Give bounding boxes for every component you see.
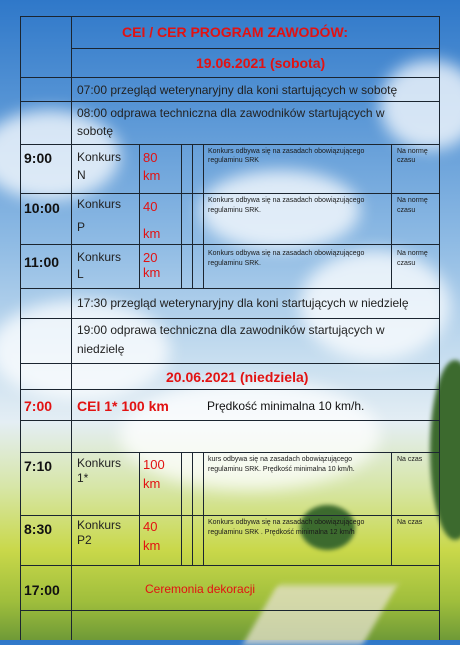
row-rules-line2: regulaminu SRK. Prędkość minimalna 10 km/h. <box>208 466 355 473</box>
row-rules-line2: regulaminu SRK. <box>208 260 261 267</box>
row-class-line1: Konkurs <box>77 518 122 532</box>
row-norm-line1: Na normę <box>397 250 428 257</box>
row-rules-line2: regulaminu SRK. <box>208 207 261 214</box>
row-rules-line2: regulaminu SRK <box>208 157 259 164</box>
row-distance-line1: 40 <box>143 199 158 214</box>
row-time: 9:00 <box>24 150 53 166</box>
row-distance-line2: km <box>143 265 161 280</box>
row-rules-line1: Konkurs odbywa się na zasadach obowiązującego <box>208 519 365 526</box>
row-norm-line2: czasu <box>397 207 416 214</box>
row-time: 10:00 <box>24 200 60 216</box>
row-class-line2: P <box>77 220 86 234</box>
briefing-sunday-line1: 19:00 odprawa techniczna dla zawodników startujących w <box>77 323 385 337</box>
row-rules-line1: Konkurs odbywa się na zasadach obowiązującego <box>208 148 365 155</box>
row-norm-line2: czasu <box>397 260 416 267</box>
row-distance-line1: 40 <box>143 519 158 534</box>
row-class-line1: Konkurs <box>77 456 122 470</box>
row-distance-line2: km <box>143 226 161 241</box>
row-distance-line2: km <box>143 476 161 491</box>
row-distance-line2: km <box>143 168 161 183</box>
row-class-line2: P2 <box>77 533 92 547</box>
row-distance-line1: 80 <box>143 150 158 165</box>
row-norm-line1: Na czas <box>397 519 423 526</box>
row-time: 8:30 <box>24 521 53 537</box>
row-time: 11:00 <box>24 254 60 270</box>
row-time: 7:10 <box>24 458 53 474</box>
row-norm-line1: Na czas <box>397 456 423 463</box>
row-class-line1: Konkurs <box>77 250 122 264</box>
row-norm-line1: Na normę <box>397 148 428 155</box>
row-rules-line1: Konkurs odbywa się na zasadach obowiązującego <box>208 250 365 257</box>
row-distance-line2: km <box>143 538 161 553</box>
row-rules-line1: kurs odbywa się na zasadach obowiązującego <box>208 456 352 463</box>
briefing-saturday-line1: 08:00 odprawa techniczna dla zawodników startujących w <box>77 106 385 120</box>
day2-date-heading: 20.06.2021 (niedziela) <box>166 369 309 385</box>
day1-date-heading: 19.06.2021 (sobota) <box>196 55 326 71</box>
cei-min-speed: Prędkość minimalna 10 km/h. <box>207 399 365 413</box>
briefing-sunday-line2: niedzielę <box>77 342 125 356</box>
row-class-line2: N <box>77 168 86 182</box>
ceremony-time: 17:00 <box>24 582 60 598</box>
row-class-line2: L <box>77 267 84 281</box>
row-distance-line1: 20 <box>143 250 158 265</box>
cei-time: 7:00 <box>24 398 53 414</box>
row-norm-line1: Na normę <box>397 197 428 204</box>
cei-name: CEI 1* 100 km <box>77 398 169 414</box>
row-rules-line1: Konkurs odbywa się na zasadach obowiązującego <box>208 197 365 204</box>
row-rules-line2: regulaminu SRK . Prędkość minimalna 12 km/h <box>208 529 355 536</box>
ceremony-label: Ceremonia dekoracji <box>145 582 256 596</box>
row-norm-line2: czasu <box>397 157 416 164</box>
row-class-line2: 1* <box>77 471 89 485</box>
vet-check-sunday: 17:30 przegląd weterynaryjny dla koni startujących w niedzielę <box>77 296 409 310</box>
program-title: CEI / CER PROGRAM ZAWODÓW: <box>122 24 349 40</box>
vet-check-saturday: 07:00 przegląd weterynaryjny dla koni startujących w sobotę <box>77 83 398 97</box>
row-class-line1: Konkurs <box>77 150 122 164</box>
row-distance-line1: 100 <box>143 457 165 472</box>
row-class-line1: Konkurs <box>77 197 122 211</box>
briefing-saturday-line2: sobotę <box>77 124 114 138</box>
